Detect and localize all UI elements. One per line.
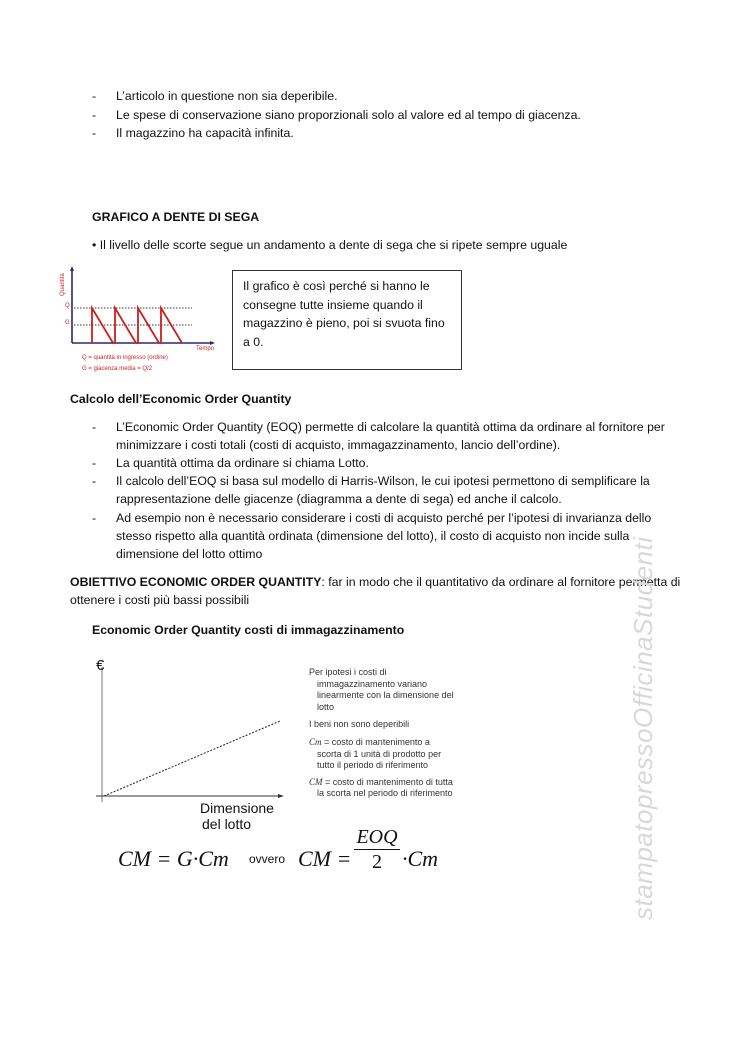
watermark: stampatopressoOfficinaStudenti bbox=[628, 536, 658, 920]
note-linear: Per ipotesi i costi di immagazzinamento variano linearmente con la dimensione del lotto bbox=[309, 667, 454, 712]
eoq-item: La quantità ottima da ordinare si chiama Lotto. bbox=[116, 456, 369, 470]
x-axis-label-line1: Dimensione bbox=[200, 800, 274, 816]
formula-eoq-lhs: CM = bbox=[298, 846, 352, 871]
eoq-item: L’Economic Order Quantity (EOQ) permette di calcolare la quantità ottima da ordinare al fornitore per minimizzare i costi totali (costi di acquisto, immagazzinamento, lancio dell’ordine). bbox=[116, 420, 665, 452]
formula-fraction bbox=[354, 826, 400, 873]
sawtooth-tick-g: G bbox=[65, 320, 70, 326]
sawtooth-heading: GRAFICO A DENTE DI SEGA bbox=[92, 210, 260, 224]
fraction-bar bbox=[354, 849, 400, 850]
storage-cost-chart bbox=[92, 655, 302, 835]
sawtooth-bullet-text: • Il livello delle scorte segue un andamento a dente di sega che si ripete sempre uguale bbox=[92, 238, 568, 252]
formula-eoq-rhs: ·Cm bbox=[402, 846, 439, 871]
bullet-dash: - bbox=[92, 456, 97, 470]
fraction-numerator: EOQ bbox=[356, 826, 398, 848]
objective-paragraph bbox=[70, 573, 685, 609]
storage-cost-notes bbox=[309, 667, 454, 800]
eoq-item: Ad esempio non è necessario considerare i costi di acquisto perché per l’ipotesi di invarianza dello stesso rispetto alla quantità ordinata (dimensione del lotto), il costo di acquisto non incide sulla dimensione del lotto ottimo bbox=[116, 511, 652, 561]
eoq-item: Il calcolo dell’EOQ si basa sul modello di Harris-Wilson, le cui ipotesi permettono di semplificare la rappresentazione delle giacenze (diagramma a dente di sega) ed anche il calcolo. bbox=[116, 474, 650, 506]
assumption-item: L’articolo in questione non sia deperibile. bbox=[116, 89, 338, 103]
bullet-dash: - bbox=[92, 474, 97, 488]
assumption-item: Le spese di conservazione siano proporzionali solo al valore ed al tempo di giacenza. bbox=[116, 108, 581, 122]
assumption-item: Il magazzino ha capacità infinita. bbox=[116, 126, 294, 140]
formula-join-ovvero: ovvero bbox=[249, 852, 286, 866]
sawtooth-x-label: Tempo bbox=[196, 346, 215, 352]
euro-axis-label: € bbox=[96, 657, 105, 674]
note-CM-text: = costo di mantenimento di tutta la scorta nel periodo di riferimento bbox=[317, 776, 453, 798]
note-cm-unit bbox=[309, 737, 454, 772]
sawtooth-chart-svg bbox=[62, 266, 232, 378]
objective-text: : far in modo che il quantitativo da ordinare al fornitore permetta di ottenere i costi più bassi possibili bbox=[70, 575, 681, 607]
bullet-dash: - bbox=[92, 511, 97, 525]
eoq-heading: Calcolo dell’Economic Order Quantity bbox=[70, 392, 292, 406]
note-cm-text: = costo di mantenimento a scorta di 1 unità di prodotto per tutto il periodo di riferimento bbox=[317, 737, 442, 770]
bullet-dash: - bbox=[92, 108, 97, 122]
bullet-dash: - bbox=[92, 420, 97, 434]
note-symbol-CM: CM bbox=[309, 776, 323, 787]
sawtooth-y-label: Quantità bbox=[60, 273, 66, 296]
note-cm-total bbox=[309, 777, 454, 800]
bullet-dash: - bbox=[92, 126, 97, 140]
objective-label: OBIETTIVO ECONOMIC ORDER QUANTITY bbox=[70, 575, 322, 589]
formula-cm-g: CM = G·Cm bbox=[118, 846, 229, 871]
sawtooth-legend-q: Q = quantità in ingresso (ordine) bbox=[82, 355, 168, 361]
x-axis-label-line2: del lotto bbox=[202, 816, 252, 832]
storage-costs-heading: Economic Order Quantity costi di immagazzinamento bbox=[92, 623, 405, 637]
note-not-perishable: I beni non sono deperibili bbox=[309, 719, 410, 729]
note-symbol-cm: Cm bbox=[309, 737, 322, 747]
sawtooth-tick-q: Q bbox=[65, 303, 70, 309]
fraction-denominator: 2 bbox=[372, 851, 382, 873]
sawtooth-legend-g: G = giacenza media = Q/2 bbox=[82, 366, 153, 372]
explanation-box: Il grafico è così perché si hanno le consegne tutte insieme quando il magazzino è pieno, poi si svuota fino a 0. bbox=[232, 270, 462, 370]
sawtooth-chart bbox=[62, 266, 232, 378]
bullet-dash: - bbox=[92, 89, 97, 103]
